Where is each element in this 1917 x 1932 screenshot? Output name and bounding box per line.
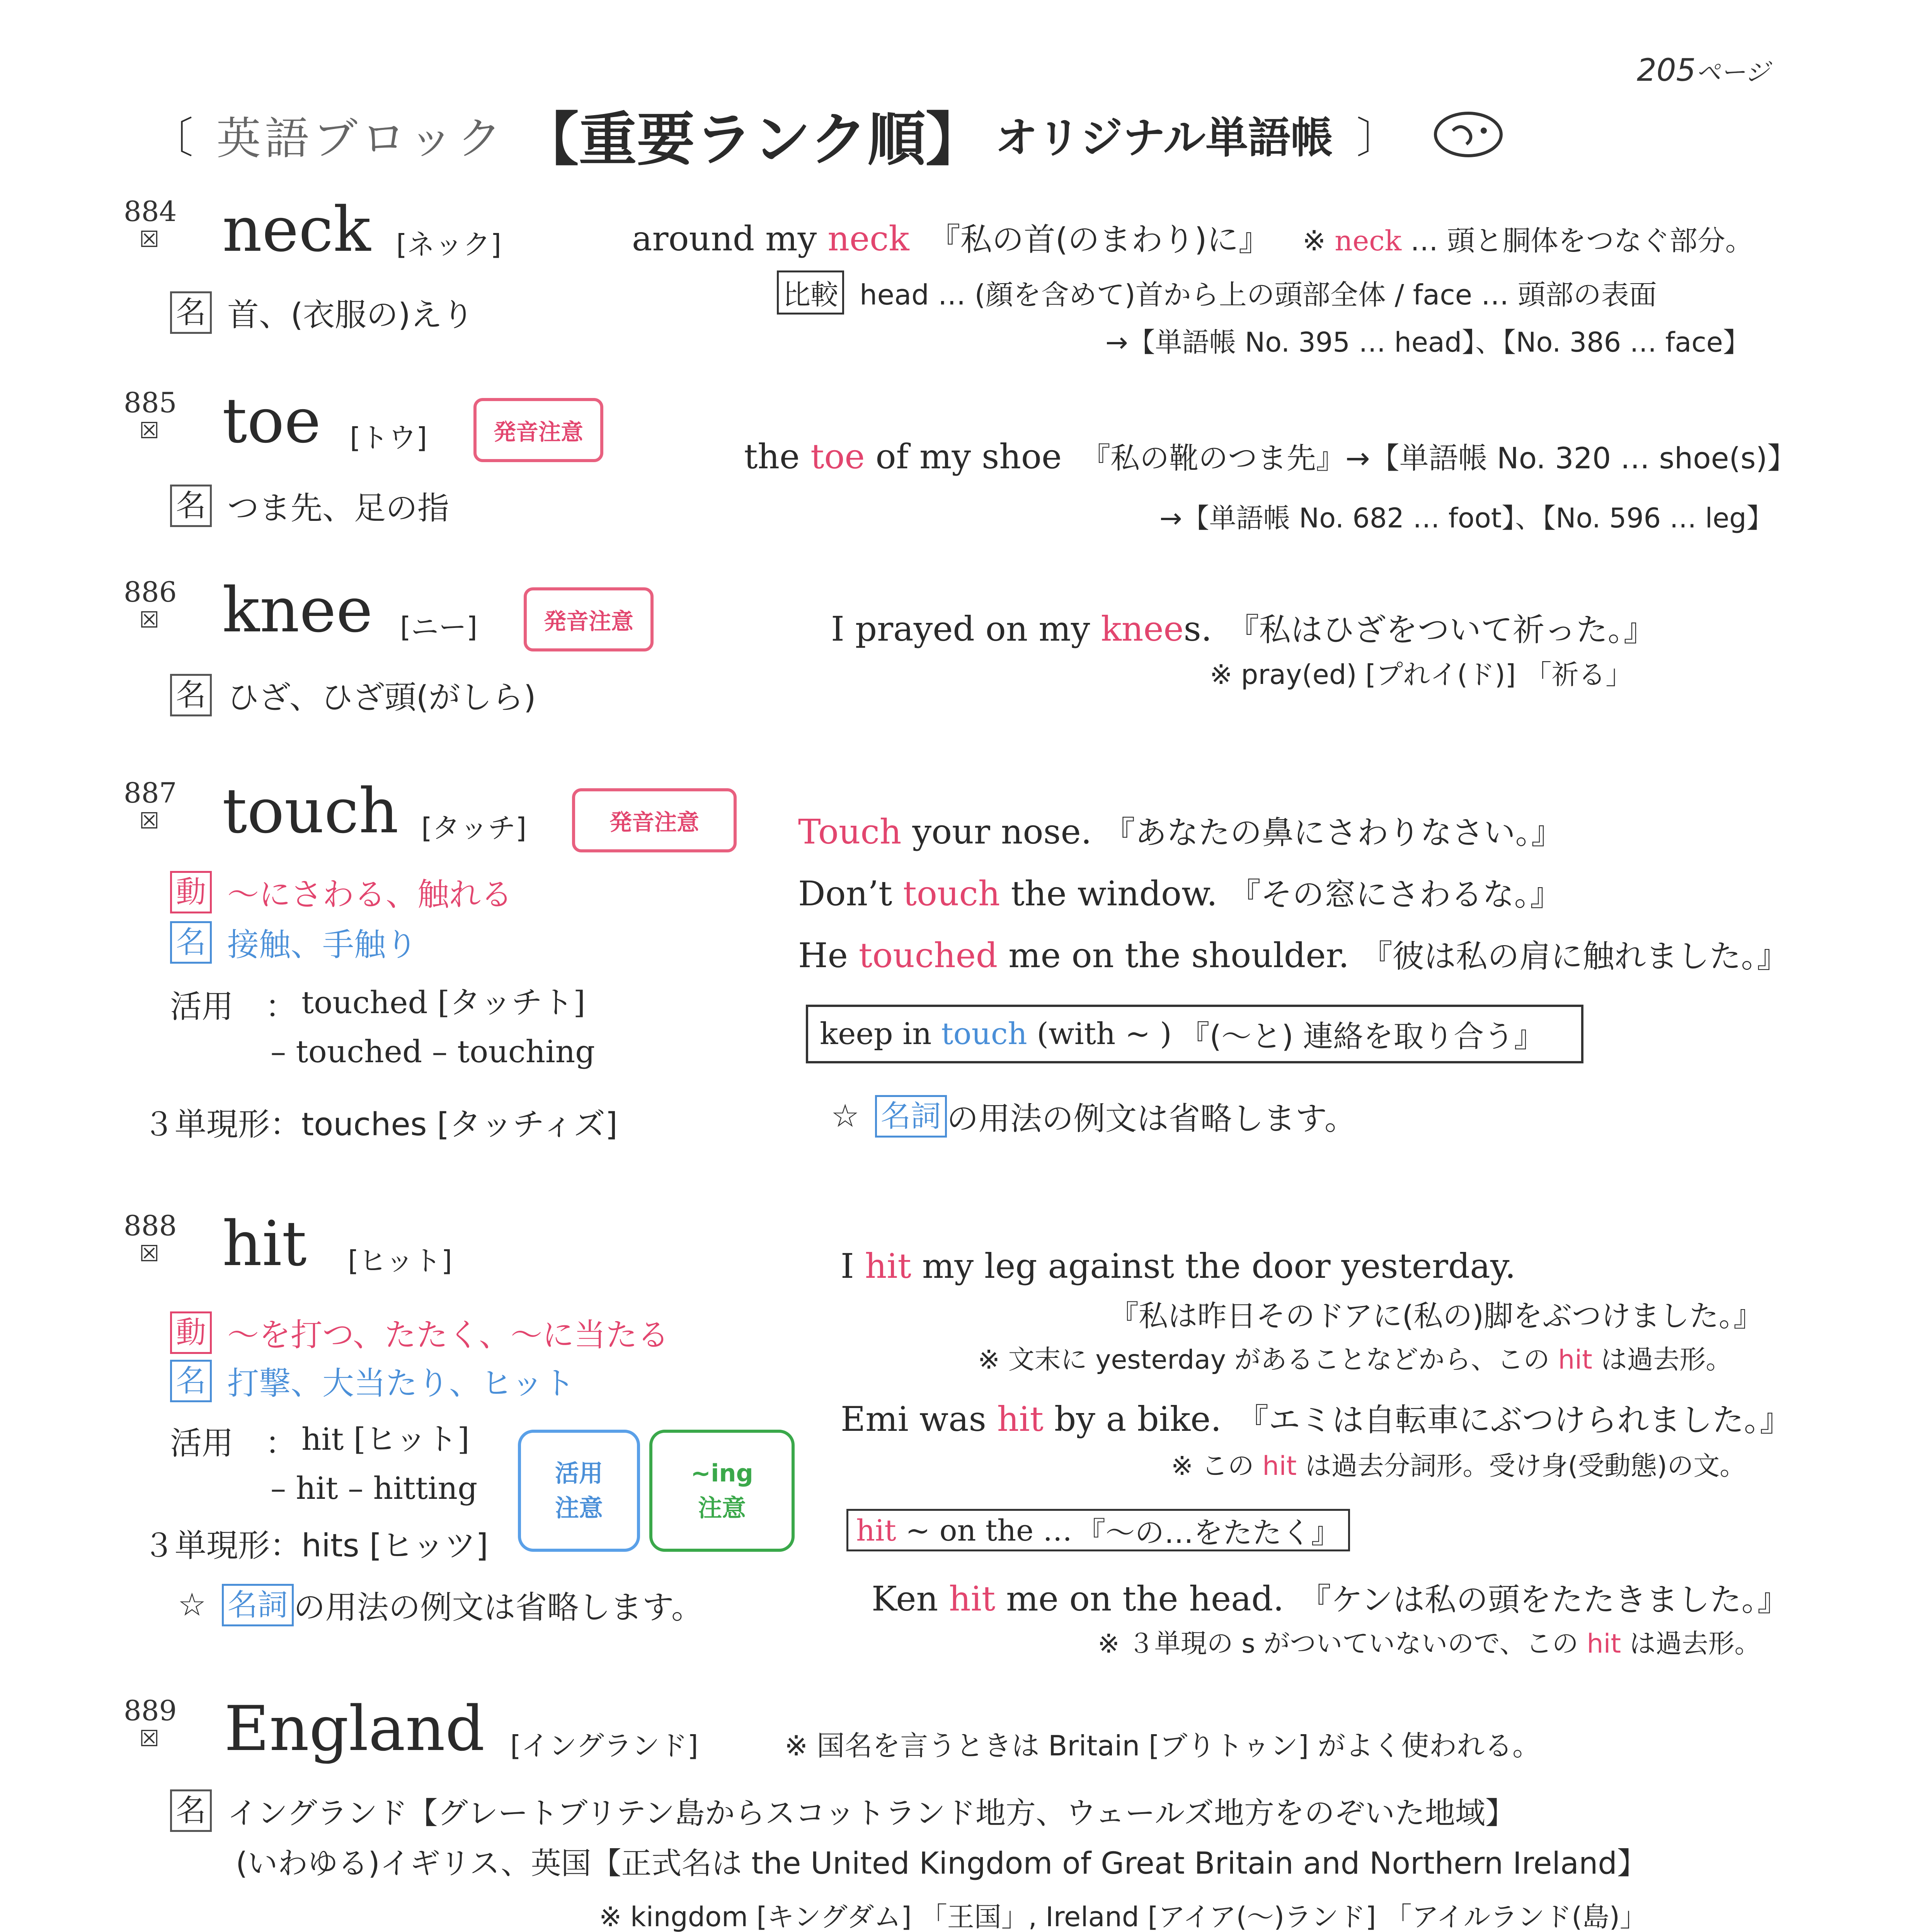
checkbox-icon[interactable]: ☒ [139,417,159,444]
entry-number: 889 [124,1694,177,1727]
meaning-text: 接触、手触り [227,927,418,963]
headword: neck [222,193,371,265]
example-sentence: I hit my leg against the door yesterday. [841,1246,1516,1286]
pos-noun-label: 名 [170,921,212,964]
pronunciation: [タッチ] [421,812,527,844]
meaning-row-noun [170,920,417,965]
entry-number: 884 [124,195,177,228]
checkbox-icon[interactable]: ☒ [139,226,159,252]
brand-logo: 英語ブロック [216,112,506,165]
meaning-text: イングランド【グレートブリテン島からスコットランド地方、ウェールズ地方をのぞいた地域】 [227,1796,1515,1831]
pronunciation: [トウ] [350,422,427,454]
pos-noun-label: 名 [170,674,212,716]
pronunciation-warning-badge: 発音注意 [473,398,603,462]
example-sentence: Touch your nose. 『あなたの鼻にさわりなさい。』 [798,812,1563,852]
meaning-row [170,290,474,335]
example-sentence: Ken hit me on the head. 『ケンは私の頭をたたきました。』 [872,1579,1789,1619]
meaning-text: つま先、足の指 [227,490,449,527]
checkbox-icon[interactable]: ☒ [139,808,159,834]
phrase-box: hit ~ on the … 『～の…をたたく』 [846,1509,1350,1551]
ing-warning-badge: ~ing 注意 [649,1430,795,1552]
pos-noun-label: 名詞 [222,1584,294,1626]
checkbox-icon[interactable]: ☒ [139,607,159,633]
example-sentence: I prayed on my knees. 『私はひざをついて祈った。』 [831,609,1655,649]
third-person-form: ３単現形：hits [ヒッツ] [143,1527,489,1564]
pos-verb-label: 動 [170,871,212,913]
conjugation-forms: – touched – touching [271,1034,595,1070]
meaning-text: 首、(衣服の)えり [227,297,474,333]
example-translation: 『私は昨日そのドアに(私の)脚をぶつけました。』 [1109,1299,1763,1333]
entry-number: 885 [124,386,177,419]
meaning-row-verb [170,869,512,915]
phrase-box: keep in touch (with ~ ) 『(～と) 連絡を取り合う』 [806,1005,1583,1063]
pronunciation: [ニー] [400,611,478,643]
meaning-row [170,672,536,718]
example-sentence: He touched me on the shoulder. 『彼は私の肩に触れました。』 [798,935,1789,975]
headword: touch [222,775,399,847]
meaning-text: ～にさわる、触れる [227,876,513,913]
note: ※ ３単現の s がついていないので、この hit は過去形。 [1098,1629,1761,1659]
meaning-text: ひざ、ひざ頭(がしら) [227,679,536,716]
entry-number: 886 [124,576,177,608]
example-sentence: Emi was hit by a bike. 『エミは自転車にぶつけられました。』 [841,1399,1792,1439]
meaning-text: 打撃、大当たり、ヒット [227,1365,575,1402]
pos-noun-label: 名 [170,1789,212,1832]
checkbox-icon[interactable]: ☒ [139,1240,159,1267]
pronunciation: [イングランド] [510,1730,698,1762]
conjugation-warning-badge: 活用 注意 [518,1430,640,1552]
conjugation-form: touched [タッチト] [301,985,586,1020]
entry-number: 887 [124,777,177,809]
star-note: ☆ 名詞 の用法の例文は省略します。 [831,1094,1356,1139]
pronunciation: [ヒット] [348,1245,453,1277]
meaning-row-noun [170,1358,575,1403]
meaning-row [170,483,449,528]
headword: toe [222,384,321,457]
note: ※ 文末に yesterday があることなどから、この hit は過去形。 [978,1345,1732,1375]
headword: knee [222,574,373,646]
pos-verb-label: 動 [170,1311,212,1354]
pos-noun-label: 名 [170,291,212,334]
conjugation-label: 活用 ： [170,1425,297,1462]
note: ※ kingdom [キングダム] 「王国」, Ireland [アイア(～)ランド] 「アイルランド(島)」 [599,1901,1647,1932]
pos-noun-label: 名 [170,1360,212,1402]
cross-reference: →【単語帳 No. 395 … head】、【No. 386 … face】 [1105,327,1750,358]
conjugation-forms: – hit – hitting [271,1470,478,1506]
note: ※ 国名を言うときは Britain [ブりトゥン] がよく使われる。 [785,1730,1541,1762]
page-number: 205ページ [1637,52,1770,88]
example-sentence: the toe of my shoe 『私の靴のつま先』→【単語帳 No. 320 … shoe(s)】 [744,437,1797,476]
headword: England [224,1692,485,1765]
example-sentence: around my neck 『私の首(のまわり)に』 [632,219,1270,259]
meaning-text: ～を打つ、たたく、～に当たる [227,1317,669,1354]
meaning-text: (いわゆる)イギリス、英国【正式名は the United Kingdom of Great Britain and Northern Ireland】 [236,1846,1647,1881]
conjugation-form: hit [ヒット] [301,1421,470,1457]
headword: hit [222,1208,307,1280]
conjugation-label: 活用 ： [170,988,297,1025]
pronunciation: [ネック] [396,228,502,261]
star-note: ☆ 名詞 の用法の例文は省略します。 [178,1582,703,1628]
pronunciation-warning-badge: 発音注意 [572,788,737,852]
comparison-label: 比較 [777,270,844,315]
note: ※ pray(ed) [プれイ(ド)] 「祈る」 [1210,659,1633,690]
comparison-note: 比較 head … (顔を含めて)首から上の頭部全体 / face … 頭部の表面 [777,270,1657,315]
pos-noun-label: 名 [170,485,212,527]
entry-number: 888 [124,1209,177,1242]
checkbox-icon[interactable]: ☒ [139,1725,159,1752]
smiley-icon [1430,109,1507,160]
pronunciation-warning-badge: 発音注意 [524,587,654,651]
cross-reference: →【単語帳 No. 682 … foot】、【No. 596 … leg】 [1159,502,1774,534]
note: ※ この hit は過去分詞形。受け身(受動態)の文。 [1171,1451,1746,1481]
third-person-form: ３単現形：touches [タッチィズ] [143,1106,618,1143]
pos-noun-label: 名詞 [875,1095,947,1138]
note: ※ neck … 頭と胴体をつなぐ部分。 [1302,224,1753,257]
meaning-row [170,1789,1515,1832]
page-title: 〔 英語ブロック 【重要ランク順】 オリジナル単語帳 〕 [151,93,1507,176]
example-sentence: Don’t touch the window. 『その窓にさわるな。』 [798,874,1562,913]
meaning-row-verb [170,1310,669,1355]
